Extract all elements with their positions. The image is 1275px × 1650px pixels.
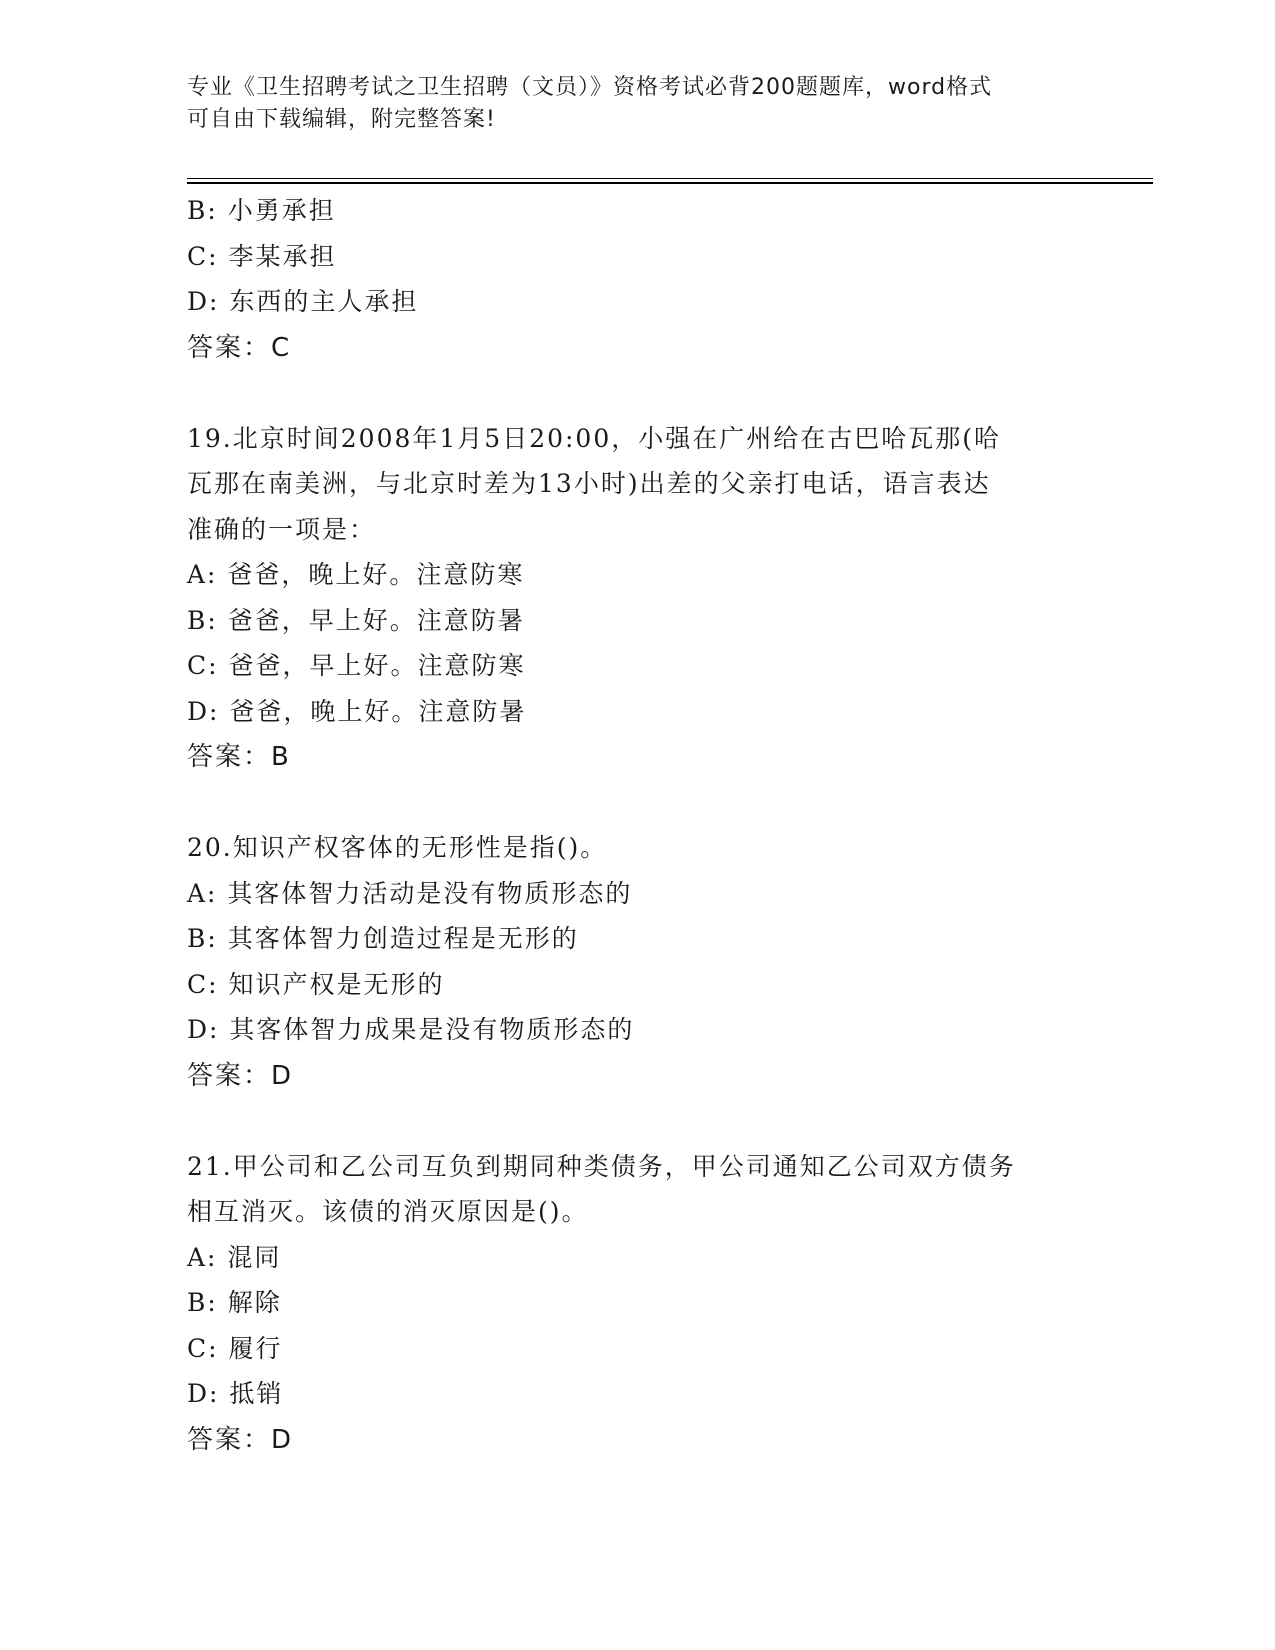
- header-double-rule: [187, 178, 1153, 184]
- question-stem-line: 相互消灭。该债的消灭原因是()。: [187, 1197, 589, 1226]
- option-b: B: 其客体智力创造过程是无形的: [187, 924, 579, 953]
- option-d: D: 爸爸，晚上好。注意防暑: [187, 696, 527, 726]
- option-a: A: 爸爸，晚上好。注意防寒: [187, 560, 525, 589]
- option-b: B: 爸爸，早上好。注意防暑: [187, 605, 525, 635]
- header-title-line-1: 专业《卫生招聘考试之卫生招聘（文员）》资格考试必背200题题库，word格式: [187, 75, 993, 100]
- answer-line: 答案：D: [187, 1424, 294, 1455]
- question-19: [187, 416, 1067, 781]
- header-title-line-2: 可自由下载编辑，附完整答案!: [187, 107, 496, 132]
- answer-line: 答案：C: [187, 332, 292, 363]
- option-d: D: 抵销: [187, 1379, 284, 1408]
- question-stem-line: 瓦那在南美洲，与北京时差为13小时)出差的父亲打电话，语言表达: [187, 469, 991, 498]
- option-c: C: 李某承担: [187, 241, 337, 271]
- question-content: [187, 188, 1067, 1463]
- option-d: D: 东西的主人承担: [187, 287, 419, 316]
- option-b: B: 解除: [187, 1288, 282, 1317]
- option-a: A: 混同: [187, 1242, 282, 1272]
- option-a: A: 其客体智力活动是没有物质形态的: [187, 878, 633, 908]
- document-header: [187, 72, 1077, 136]
- question-stem-line: 21.甲公司和乙公司互负到期同种类债务，甲公司通知乙公司双方债务: [187, 1151, 1016, 1181]
- option-c: C: 知识产权是无形的: [187, 969, 445, 999]
- question-20: [187, 825, 1067, 1099]
- option-b: B: 小勇承担: [187, 196, 336, 225]
- question-18-tail: [187, 188, 1067, 371]
- question-stem-line: 准确的一项是：: [187, 514, 377, 544]
- option-c: C: 履行: [187, 1333, 283, 1363]
- answer-line: 答案：D: [187, 1060, 294, 1091]
- question-stem-line: 19.北京时间2008年1月5日20:00，小强在广州给在古巴哈瓦那(哈: [187, 423, 1001, 453]
- question-stem-line: 20.知识产权客体的无形性是指()。: [187, 833, 608, 862]
- answer-line: 答案：B: [187, 742, 291, 772]
- option-d: D: 其客体智力成果是没有物质形态的: [187, 1015, 635, 1044]
- option-c: C: 爸爸，早上好。注意防寒: [187, 651, 526, 680]
- question-21: [187, 1144, 1067, 1463]
